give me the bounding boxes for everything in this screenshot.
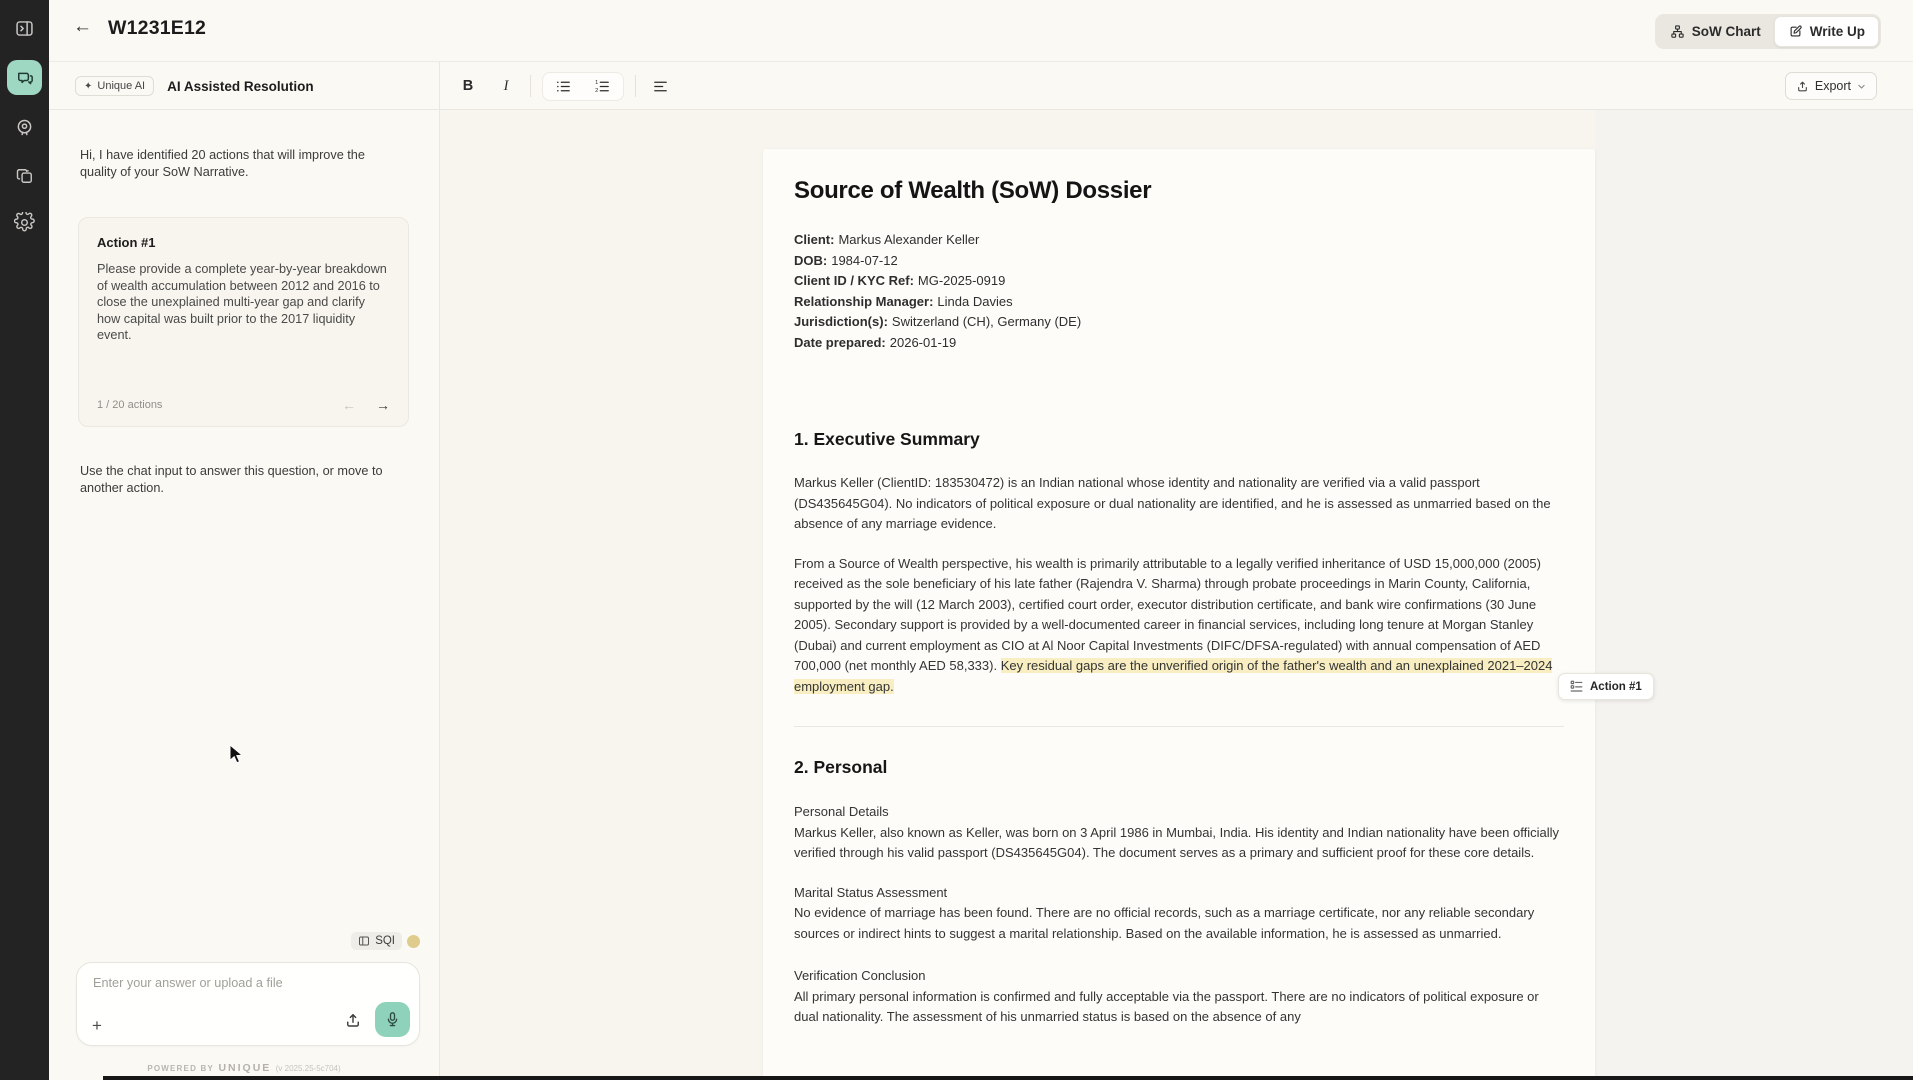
marital-status-block xyxy=(794,883,1564,945)
action-card xyxy=(78,217,409,427)
viewer-right-gutter xyxy=(1595,110,1913,1080)
numbered-list-icon xyxy=(594,78,611,95)
action-pagination: 1 / 20 actions xyxy=(97,399,163,411)
next-action-button[interactable]: → xyxy=(376,397,390,413)
action-card-title: Action #1 xyxy=(97,235,156,250)
meta-row xyxy=(794,292,1564,313)
exec-paragraph-2-text: From a Source of Wealth perspective, his wealth is primarily attributable to a legally verified inheritance of USD 15,000,000 (2005) received as the sole beneficiary of his late father (Rajendra V. Sharma) through probate proceedings in Marin County, California, supported by the will (12 March 2003), certified court order, executor distribution certificate, and bank wire confirmations (30 June 2005). Secondary support is provided by a well-documented career in financial services, including long tenure at Morgan Stanley (Dubai) and current employment as CIO at Al Noor Capital Investments (DIFC/DFSA-regulated) with annual compensation of AED 700,000 (net monthly AED 58,333). xyxy=(794,555,1541,673)
block-text: No evidence of marriage has been found. There are no official records, such as a marriage certificate, nor any reliable secondary sources or indirect hints to suggest a marital relationship. Based on the available information, he is assessed as unmarried. xyxy=(794,905,1535,941)
tab-write-up[interactable] xyxy=(1774,16,1879,47)
document-page[interactable] xyxy=(763,149,1595,1080)
sidebar-item-copy[interactable] xyxy=(12,163,37,188)
meta-value: 2026-01-19 xyxy=(889,334,957,350)
meta-value: Linda Davies xyxy=(937,293,1013,309)
numbered-list-button[interactable] xyxy=(594,78,611,95)
chat-panel-header xyxy=(49,62,440,110)
sqi-status-dot xyxy=(407,935,420,948)
document-title: Source of Wealth (SoW) Dossier xyxy=(794,177,1152,204)
meta-label: Jurisdiction(s): xyxy=(794,314,888,329)
sidebar-item-chat[interactable] xyxy=(7,60,42,95)
meta-row xyxy=(794,312,1564,333)
icon-rail xyxy=(0,0,49,1080)
assistant-icon xyxy=(14,117,35,138)
italic-button[interactable]: I xyxy=(503,77,509,94)
tab-sow-chart-label: SoW Chart xyxy=(1691,24,1761,39)
export-label: Export xyxy=(1814,79,1851,93)
upload-file-button[interactable] xyxy=(344,1011,362,1034)
toolbar-divider xyxy=(530,75,531,97)
unique-ai-badge xyxy=(75,76,154,96)
section-heading-personal: 2. Personal xyxy=(794,757,888,777)
sqi-row xyxy=(351,932,420,950)
meta-label: DOB: xyxy=(794,252,828,268)
svg-text:2: 2 xyxy=(595,87,599,94)
sparkle-icon: ✦ xyxy=(84,80,93,92)
meta-label: Date prepared: xyxy=(794,334,886,350)
top-header xyxy=(49,0,1913,62)
action-anchor-pill[interactable] xyxy=(1558,673,1654,700)
tab-sow-chart[interactable] xyxy=(1657,16,1774,47)
block-label: Verification Conclusion xyxy=(794,968,926,983)
unique-logo: UNIQUE xyxy=(218,1062,272,1074)
sqi-badge[interactable] xyxy=(351,932,402,950)
svg-text:1: 1 xyxy=(595,79,599,86)
voice-input-button[interactable] xyxy=(375,1002,410,1037)
bullet-list-button[interactable] xyxy=(555,78,572,95)
export-button[interactable] xyxy=(1785,72,1877,100)
view-toggle xyxy=(1655,14,1881,49)
chat-bubbles-icon xyxy=(15,68,35,88)
section-heading-executive-summary: 1. Executive Summary xyxy=(794,429,980,449)
window-bottom-edge xyxy=(103,1076,1913,1080)
page-title: W1231E12 xyxy=(108,17,207,39)
document-viewer xyxy=(440,110,1913,1080)
align-left-icon xyxy=(652,78,669,95)
align-button[interactable] xyxy=(647,72,673,100)
chat-input-container xyxy=(76,962,420,1046)
meta-label: Client: xyxy=(794,232,835,247)
task-list-icon xyxy=(1570,680,1583,693)
chat-input[interactable] xyxy=(93,976,393,990)
chevron-down-icon xyxy=(1857,82,1866,91)
bullet-list-icon xyxy=(555,78,572,95)
org-chart-icon xyxy=(1670,24,1685,39)
verification-conclusion-block xyxy=(794,966,1564,1028)
meta-row xyxy=(794,251,1564,272)
format-toolbar xyxy=(455,62,673,110)
section-divider xyxy=(794,726,1564,727)
write-up-icon xyxy=(1788,24,1803,39)
export-icon xyxy=(1796,80,1809,93)
block-text: Markus Keller, also known as Keller, was born on 3 April 1986 in Mumbai, India. His identity and Indian nationality have been officially verified through his valid passport (DS435645G04). The document serves as a primary and sufficient proof for these core details. xyxy=(794,824,1560,860)
chat-panel xyxy=(49,110,440,1080)
sidebar-item-assistant[interactable] xyxy=(12,115,37,140)
chat-panel-title: AI Assisted Resolution xyxy=(167,78,314,94)
exec-paragraph-2 xyxy=(794,554,1564,698)
sub-header xyxy=(49,62,1913,110)
toolbar-divider xyxy=(635,75,636,97)
assistant-hint-message: Use the chat input to answer this question, or move to another action. xyxy=(80,464,383,495)
sqi-panel-icon xyxy=(358,935,370,947)
meta-label: Client ID / KYC Ref: xyxy=(794,273,914,288)
sqi-badge-label: SQI xyxy=(375,935,395,947)
back-button[interactable]: ← xyxy=(73,16,92,37)
list-button-group xyxy=(542,72,624,101)
previous-action-button[interactable]: ← xyxy=(342,397,356,413)
tab-write-up-label: Write Up xyxy=(1809,24,1865,39)
add-attachment-button[interactable]: + xyxy=(92,1016,102,1035)
meta-row xyxy=(794,333,1564,354)
assistant-message: Hi, I have identified 20 actions that will improve the quality of your SoW Narrative. xyxy=(80,148,365,179)
meta-value: Switzerland (CH), Germany (DE) xyxy=(891,314,1082,329)
block-label: Personal Details xyxy=(794,804,889,819)
block-label: Marital Status Assessment xyxy=(794,884,948,900)
block-text: All primary personal information is confirmed and fully acceptable via the passport. There are no indicators of political exposure or dual nationality. The assessment of his unmarried status is based on the absence of any xyxy=(794,988,1539,1024)
action-anchor-pill-label: Action #1 xyxy=(1590,680,1642,693)
panel-toggle-icon[interactable] xyxy=(12,16,37,41)
powered-by-label: POWERED BY xyxy=(147,1064,214,1073)
version-label: (v 2025.25-5c704) xyxy=(275,1064,341,1073)
meta-label: Relationship Manager: xyxy=(794,293,934,309)
meta-row xyxy=(794,230,1564,251)
upload-icon xyxy=(344,1011,362,1029)
action-card-body: Please provide a complete year-by-year breakdown of wealth accumulation between 2012 and 2016 to close the unexplained multi-year gap and clarify how capital was built prior to the 2017 liquidity event. xyxy=(97,262,387,343)
copy-icon xyxy=(15,166,35,186)
sidebar-item-settings[interactable] xyxy=(12,210,37,235)
unique-ai-badge-label: Unique AI xyxy=(97,80,146,92)
action-card-footer xyxy=(97,397,390,413)
meta-row xyxy=(794,271,1564,292)
bold-button[interactable]: B xyxy=(462,78,474,94)
microphone-icon xyxy=(384,1011,401,1028)
personal-details-block xyxy=(794,802,1564,864)
exec-paragraph-1: Markus Keller (ClientID: 183530472) is an Indian national whose identity and nationality are verified via a valid passport (DS435645G04). No indicators of political exposure or dual nationality are identified, and he is assessed as unmarried based on the absence of any marriage evidence. xyxy=(794,475,1551,531)
meta-value: Markus Alexander Keller xyxy=(838,232,980,247)
highlighted-gap-sentence: Key residual gaps are the unverified origin of the father's wealth and an unexplained 2021–2024 employment gap. xyxy=(794,658,1553,694)
meta-value: 1984-07-12 xyxy=(831,252,898,268)
meta-value: MG-2025-0919 xyxy=(917,273,1006,288)
powered-by-footer xyxy=(49,1058,439,1076)
client-meta-block xyxy=(794,230,1564,353)
gear-icon xyxy=(14,212,35,233)
